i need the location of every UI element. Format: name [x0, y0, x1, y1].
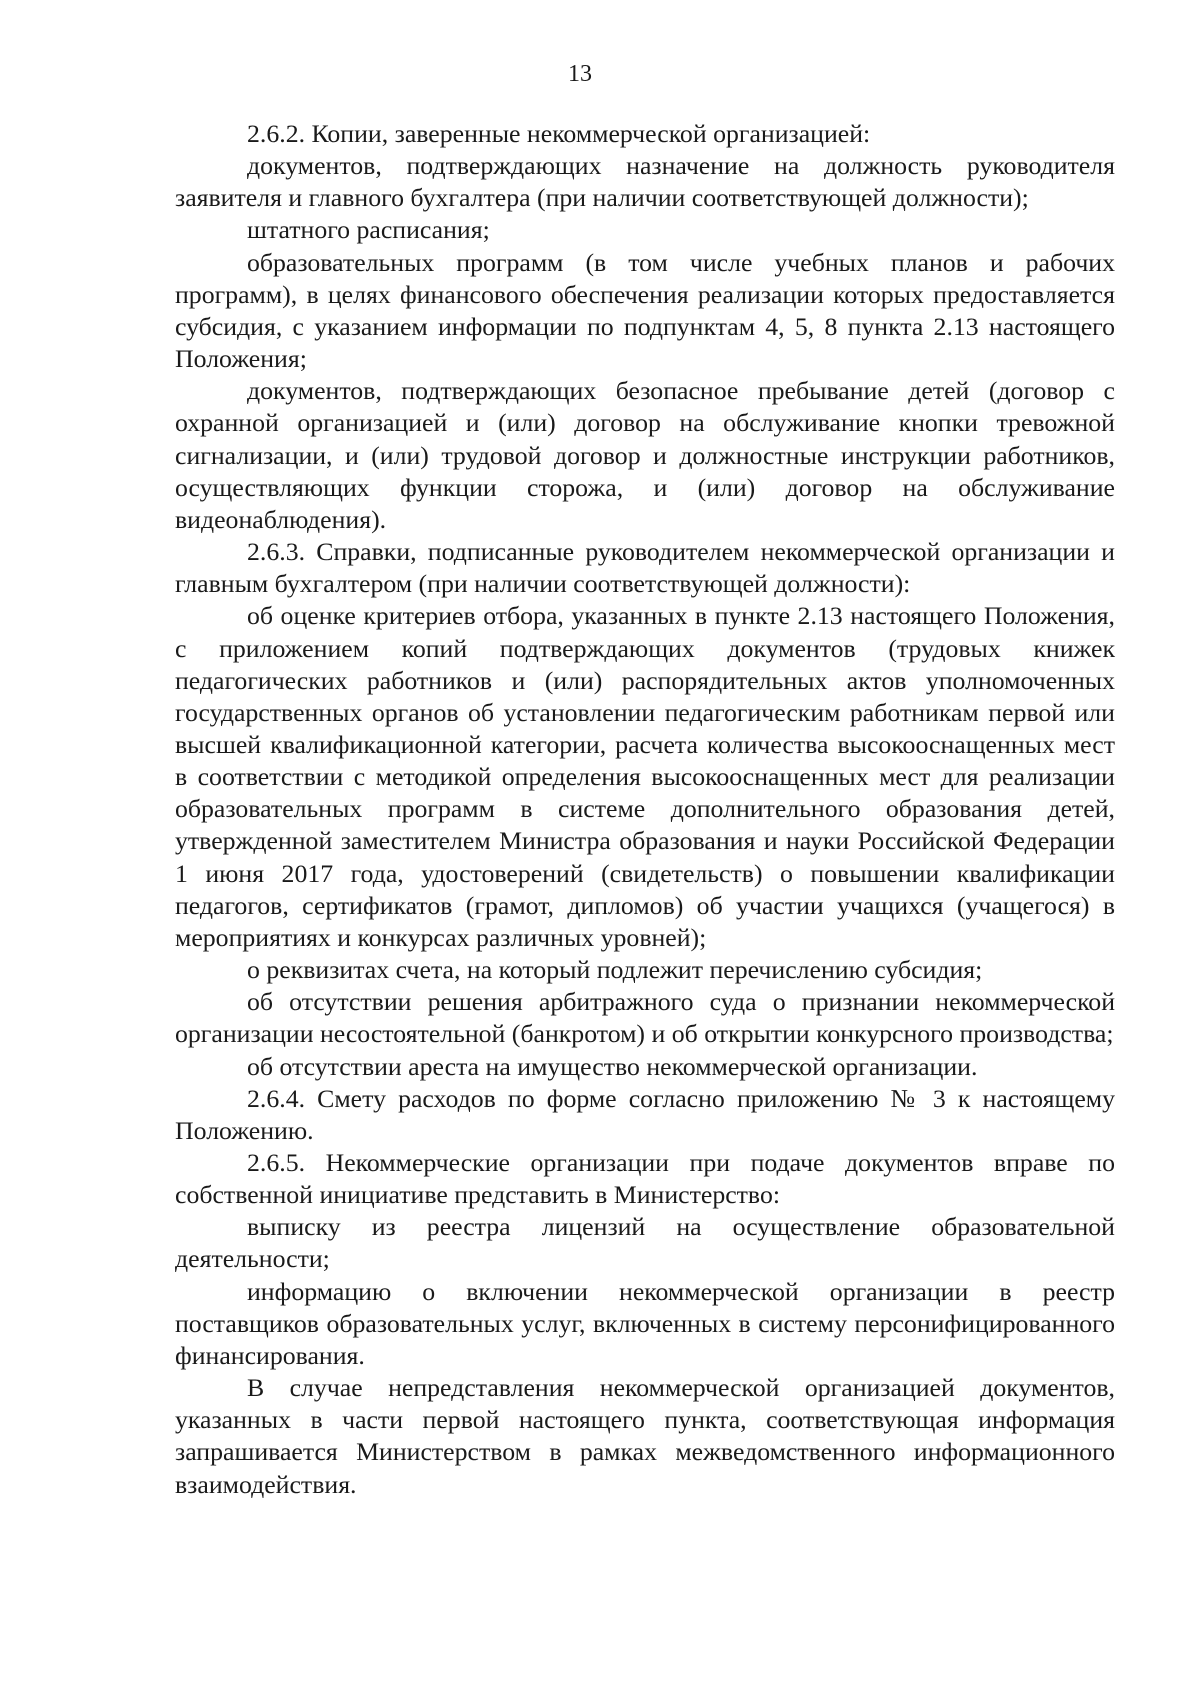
paragraph-account-details: о реквизитах счета, на который подлежит перечислению субсидия;	[247, 955, 983, 985]
paragraph-no-arrest: об отсутствии ареста на имущество некоммерческой организации.	[247, 1051, 978, 1081]
document-body	[175, 118, 1115, 1501]
paragraph-selection-criteria: об оценке критериев отбора, указанных в пункте 2.13 настоящего Положения, с приложением копий подтверждающих документов (трудовых книжек педагогических работников и (или) распорядительных актов уполномоченных государственных органов об установлении педагогическим работникам первой или высшей квалификационной категории, расчета количества высокооснащенных мест в соответствии с методикой определения высокооснащенных мест для реализации образовательных программ в системе дополнительного образования детей, утвержденной заместителем Министра образования и науки Российской Федерации 1 июня 2017 года, удостоверений (свидетельств) о повышении квалификации педагогов, сертификатов (грамот, дипломов) об участии учащихся (учащегося) в мероприятиях и конкурсах различных уровней);	[175, 601, 1115, 952]
paragraph-2-6-5-heading: 2.6.5. Некоммерческие организации при подаче документов вправе по собственной инициативе представить в Министерство:	[175, 1148, 1115, 1210]
page-number: 13	[568, 61, 592, 87]
paragraph-educational-programs: образовательных программ (в том числе учебных планов и рабочих программ), в целях финансового обеспечения реализации которых предоставляется субсидия, с указанием информации по подпунктам 4, 5, 8 пункта 2.13 настоящего Положения;	[175, 247, 1115, 374]
paragraph-2-6-3-heading: 2.6.3. Справки, подписанные руководителем некоммерческой организации и главным бухгалтером (при наличии соответствующей должности):	[175, 537, 1115, 599]
paragraph-2-6-4-budget: 2.6.4. Смету расходов по форме согласно приложению № 3 к настоящему Положению.	[175, 1083, 1115, 1145]
paragraph-staff-schedule: штатного расписания;	[247, 215, 490, 245]
paragraph-appointment-documents: документов, подтверждающих назначение на должность руководителя заявителя и главного бухгалтера (при наличии соответствующей должности);	[175, 151, 1115, 213]
paragraph-no-bankruptcy: об отсутствии решения арбитражного суда о признании некоммерческой организации несостоятельной (банкротом) и об открытии конкурсного производства;	[175, 987, 1115, 1049]
paragraph-2-6-2-heading: 2.6.2. Копии, заверенные некоммерческой организацией:	[247, 119, 871, 148]
paragraph-provider-registry: информацию о включении некоммерческой организации в реестр поставщиков образовательных услуг, включенных в систему персонифицированного финансирования.	[175, 1276, 1115, 1370]
paragraph-license-extract: выписку из реестра лицензий на осуществление образовательной деятельности;	[175, 1212, 1115, 1274]
paragraph-interagency-request: В случае непредставления некоммерческой организацией документов, указанных в части первой настоящего пункта, соответствующая информация запрашивается Министерством в рамках межведомственного информационного взаимодействия.	[175, 1373, 1115, 1499]
paragraph-safety-documents: документов, подтверждающих безопасное пребывание детей (договор с охранной организацией и (или) договор на обслуживание кнопки тревожной сигнализации, и (или) трудовой договор и должностные инструкции работников, осуществляющих функции сторожа, и (или) договор на обслуживание видеонаблюдения).	[175, 376, 1115, 534]
